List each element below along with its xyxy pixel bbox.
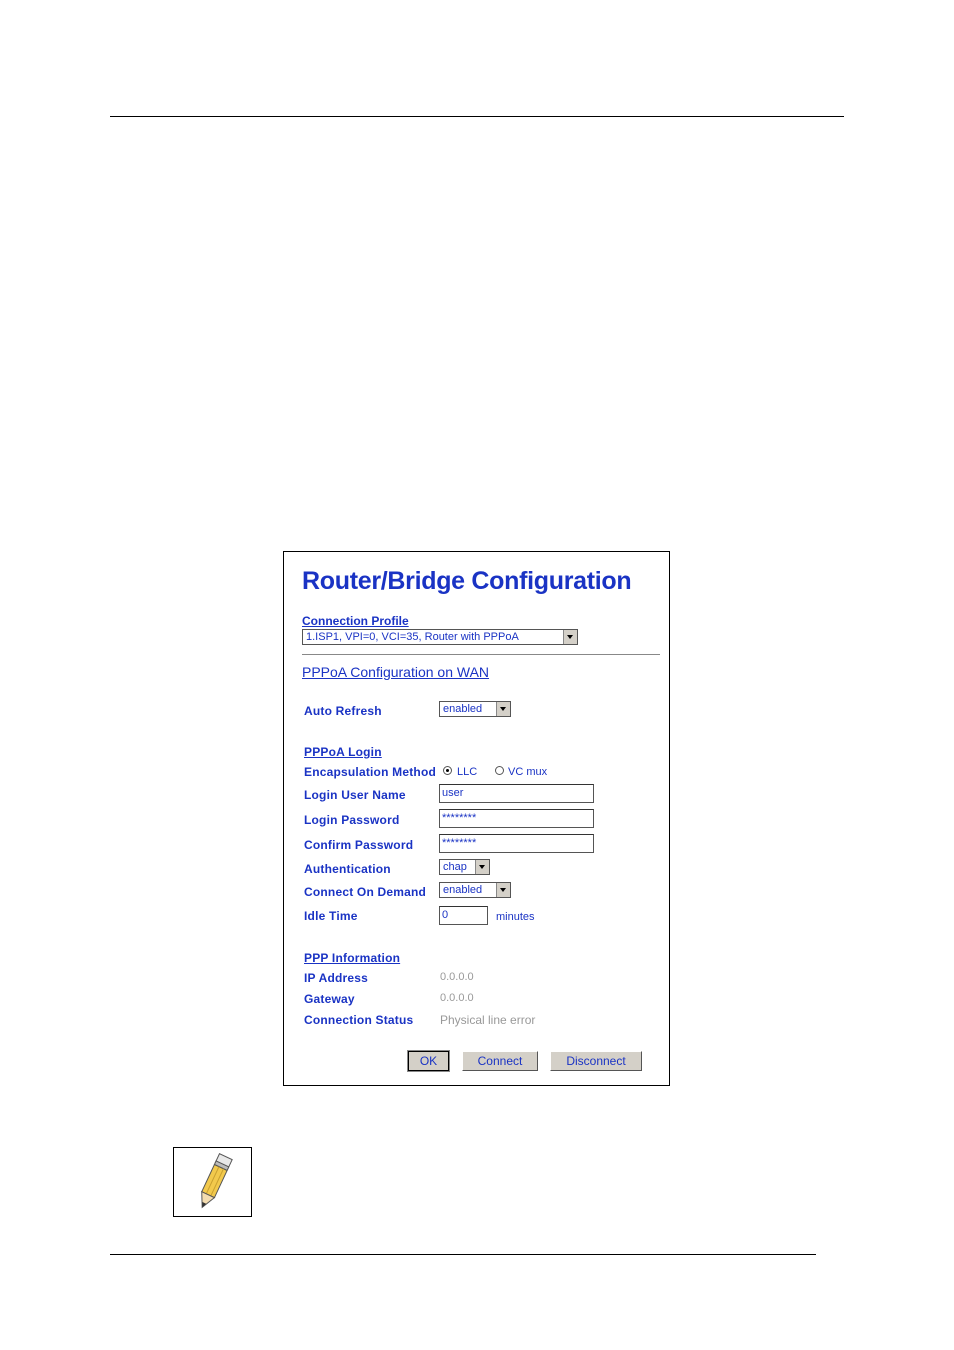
user-name-input[interactable]: user	[439, 784, 594, 803]
confirm-password-label: Confirm Password	[304, 838, 414, 852]
password-input[interactable]: ********	[439, 809, 594, 828]
ip-address-label: IP Address	[304, 971, 369, 985]
divider	[302, 654, 660, 655]
pppoa-login-link[interactable]: PPPoA Login	[304, 745, 382, 759]
footer-rule	[110, 1254, 816, 1255]
encap-vcmux-label: VC mux	[508, 766, 548, 778]
gateway-label: Gateway	[304, 992, 355, 1006]
connect-button[interactable]: Connect	[462, 1051, 538, 1071]
router-config-panel	[283, 551, 670, 1086]
chevron-down-icon	[563, 630, 577, 644]
connection-profile-link[interactable]: Connection Profile	[302, 614, 409, 628]
connection-profile-select[interactable]	[302, 629, 578, 645]
auto-refresh-select[interactable]	[439, 701, 511, 717]
confirm-password-input[interactable]: ********	[439, 834, 594, 853]
authentication-value: chap	[443, 861, 467, 873]
chevron-down-icon	[496, 883, 510, 897]
gateway-value: 0.0.0.0	[440, 992, 474, 1004]
header-rule	[110, 116, 844, 117]
connect-on-demand-value: enabled	[443, 884, 483, 896]
ip-address-value: 0.0.0.0	[440, 971, 474, 983]
encap-llc-radio[interactable]	[443, 766, 452, 775]
section-title: PPPoA Configuration on WAN	[302, 664, 490, 680]
auto-refresh-label: Auto Refresh	[304, 704, 382, 718]
password-label: Login Password	[304, 813, 400, 827]
page-title: Router/Bridge Configuration	[302, 567, 632, 595]
connect-on-demand-select[interactable]	[439, 882, 511, 898]
authentication-label: Authentication	[304, 862, 391, 876]
encapsulation-label: Encapsulation Method	[304, 765, 437, 779]
connect-on-demand-label: Connect On Demand	[304, 885, 427, 899]
idle-time-unit: minutes	[496, 911, 535, 923]
connection-status-value: Physical line error	[440, 1013, 536, 1027]
idle-time-input[interactable]: 0	[439, 906, 488, 925]
connection-status-label: Connection Status	[304, 1013, 414, 1027]
authentication-select[interactable]	[439, 859, 490, 875]
auto-refresh-value: enabled	[443, 703, 483, 715]
pencil-icon	[174, 1148, 251, 1216]
encap-vcmux-radio[interactable]	[495, 766, 504, 775]
disconnect-button[interactable]: Disconnect	[550, 1051, 642, 1071]
idle-time-label: Idle Time	[304, 909, 358, 923]
chevron-down-icon	[496, 702, 510, 716]
ppp-information-link[interactable]: PPP Information	[304, 951, 401, 965]
chevron-down-icon	[475, 860, 489, 874]
encap-llc-label: LLC	[457, 766, 478, 778]
connection-profile-value: 1.ISP1, VPI=0, VCI=35, Router with PPPoA	[306, 631, 519, 643]
user-name-label: Login User Name	[304, 788, 406, 802]
note-pencil-box	[173, 1147, 252, 1217]
ok-button[interactable]: OK	[408, 1051, 449, 1071]
